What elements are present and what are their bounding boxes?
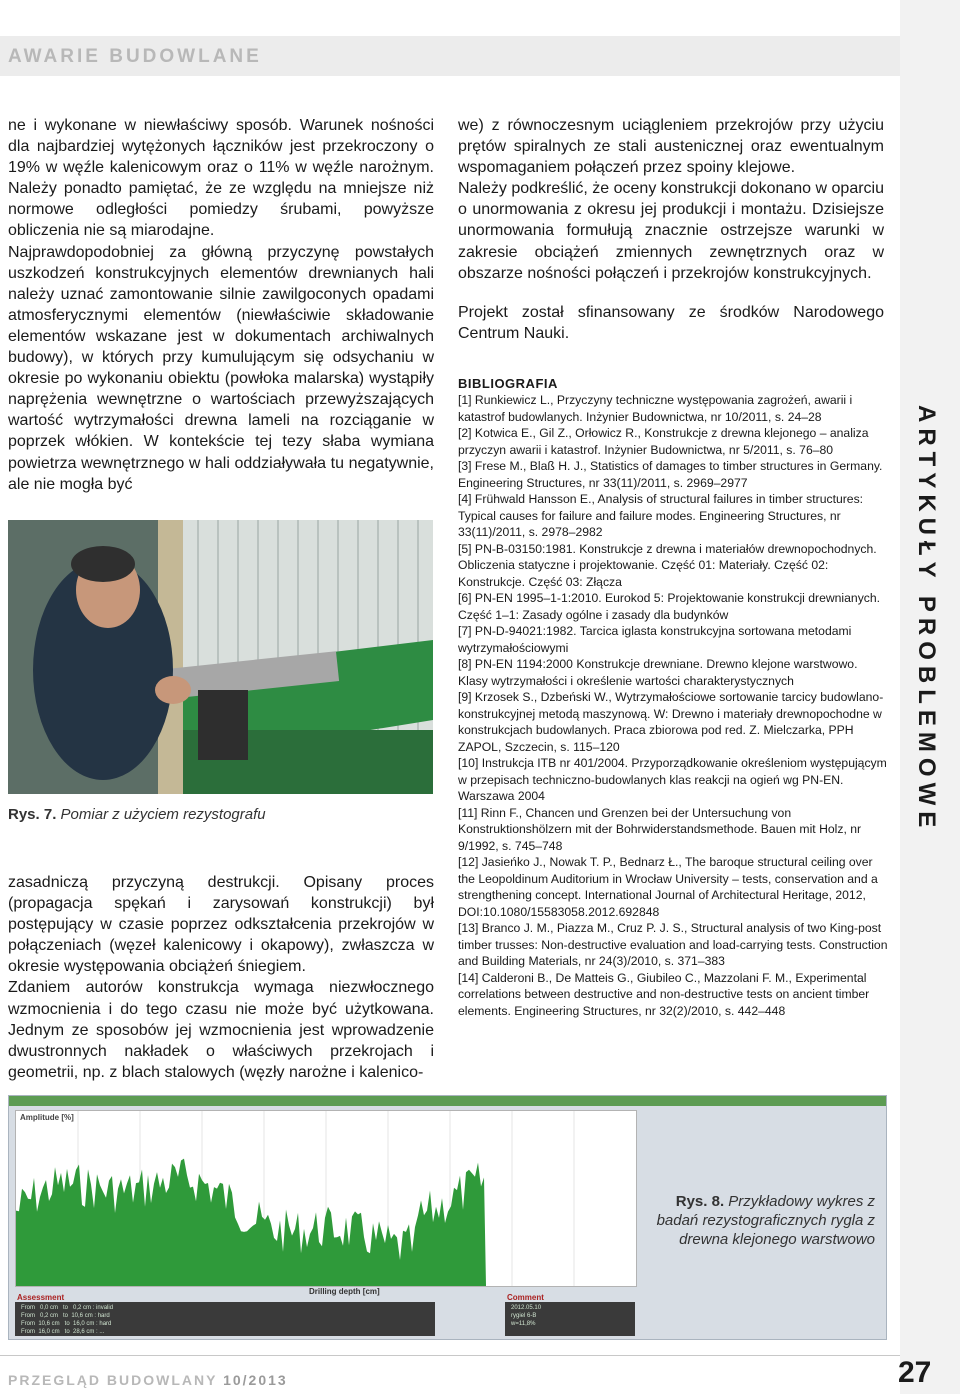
bibliography-entry: [2] Kotwica E., Gil Z., Orłowicz R., Konstrukcje z drewna klejonego – analiza przyczyn awarii i katastrof. Inżynier Budownictwa, nr 5/2011, s. 76–80 — [458, 426, 869, 457]
bibliography-entry: [1] Runkiewicz L., Przyczyny techniczne występowania zagrożeń, awarii i katastrof budowlanych. Inżynier Budownictwa, nr 10/2011, s. 24–28 — [458, 393, 853, 424]
resistograph-trace — [16, 1159, 486, 1286]
bibliography-entry: [13] Branco J. M., Piazza M., Cruz P. J. S., Structural analysis of two King-post timber trusses: Non-destructive evaluation and load-carrying tests. Construction and Building Materials, nr 24(3)/2010, s. 371–383 — [458, 921, 888, 968]
figure-8-caption-text: Przykładowy wykres z badań rezystograficznych rygla z drewna klejonego warstwowo — [656, 1193, 875, 1248]
resistograph-measurement-photo — [8, 520, 433, 794]
section-title: AWARIE BUDOWLANE — [8, 46, 262, 67]
footer-journal-title — [8, 1372, 288, 1388]
left-column — [8, 115, 434, 495]
x-axis-label: Drilling depth [cm] — [309, 1287, 380, 1296]
paragraph: zasadniczą przyczyną destrukcji. Opisany proces (propagacja spękań i zarysowań konstrukcji) był postępujący w czasie poprzez odkształcenia przekrojów w połączeniach (węzeł kalenicowy i okapowy), zwłaszcza w okresie występowania obciążeń śniegiem. — [8, 874, 434, 976]
bibliography-entry: [3] Frese M., Blaß H. J., Statistics of damages to timber structures in Germany. Engineering Structures, nr 33(11)/2011, s. 2969–2977 — [458, 459, 883, 490]
section-header — [0, 36, 900, 76]
figure-7-caption-text: Pomiar z użyciem rezystografu — [60, 806, 266, 823]
comment-panel — [505, 1302, 635, 1336]
figure-7-caption — [8, 806, 433, 823]
figure-7-photo — [8, 520, 433, 794]
right-column — [458, 115, 884, 344]
bibliography-entry: [10] Instrukcja ITB nr 401/2004. Przyporządkowanie określeniom występującym w przepisach techniczno-budowlanych klas reakcji na ogień wg PN-EN. Warszawa 2004 — [458, 756, 887, 803]
assessment-panel — [15, 1302, 435, 1336]
left-column-continuation — [8, 872, 434, 1083]
side-band — [900, 0, 960, 1394]
resistograph-plot — [15, 1110, 637, 1287]
assessment-rows: From 0,0 cm to 0,2 cm : invalid From 0,2 cm to 10,6 cm : hard From 10,6 cm to 16,0 cm : hard From 16,0 cm to 28,6 cm : ... — [21, 1305, 114, 1335]
figure-7-label: Rys. 7. — [8, 806, 57, 823]
bibliography-entry: [8] PN-EN 1194:2000 Konstrukcje drewniane. Drewno klejone warstwowo. Klasy wytrzymałości i określenie wartości charakterystycznych — [458, 657, 858, 688]
bibliography-entry: [6] PN-EN 1995–1-1:2010. Eurokod 5: Projektowanie konstrukcji drewnianych. Część 1–1: Zasady ogólne i zasady dla budynków — [458, 591, 881, 622]
journal-issue: 10/2013 — [223, 1372, 288, 1388]
figure-8-caption — [640, 1192, 875, 1249]
bibliography-entry: [5] PN-B-03150:1981. Konstrukcje z drewna i materiałów drewnopochodnych. Obliczenia statyczne i projektowanie. Część 01: Materiały. Część 02: Konstrukcje. Część 03: Złącza — [458, 541, 877, 589]
assessment-title: Assessment — [17, 1293, 65, 1302]
comment-rows: 2012.05.10 rygiel 6-B w=11,8% — [511, 1305, 542, 1327]
funding-note: Projekt został sfinansowany ze środków Narodowego Centrum Nauki. — [458, 303, 884, 342]
paragraph: we) z równoczesnym uciągleniem przekrojów przy użyciu prętów spiralnych ze stali austenicznej oraz ewentualnym wspomaganiem połączeń przez spoiny klejowe. — [458, 117, 884, 177]
bibliography-entry: [11] Rinn F., Chancen und Grenzen bei der Untersuchung von Konstruktionshölzern mit der Bohrwiderstandsmethode. Bauen mit Holz, nr 9/1992, s. 745–748 — [458, 805, 862, 853]
bibliography-list — [458, 392, 890, 1019]
bibliography-entry: [9] Krzosek S., Dzbeński W., Wytrzymałościowe sortowanie tarcicy budowlano-konstrukcyjnej metodą maszynową. W: Drewno i materiały drewnopochodne w konstrukcjach budowlanych. Praca zbiorowa pod red. Z. Mielczarka, PPH ZAPOL, Szczecin, s. 115–120 — [458, 690, 884, 754]
paragraph: ne i wykonane w niewłaściwy sposób. Warunek nośności dla najbardziej wytężonych łączników jest przekroczony o 19% w węźle kalenicowym oraz o 11% w węźle narożnym. Należy ponadto pamiętać, że ze względu na mniejsze niż normowe odległości pomiedzy śrubami, powyższe obliczenia nie są miarodajne. — [8, 117, 434, 240]
comment-title: Comment — [507, 1293, 544, 1302]
screen-top-strip — [9, 1096, 886, 1106]
bibliography-entry: [14] Calderoni B., De Matteis G., Giubileo C., Mazzolani F. M., Experimental correlations between destructive and non-destructive tests on ancient timber elements. Engineering Structures, nr 32(2)/2010, s. 442–448 — [458, 970, 870, 1018]
paragraph: Zdaniem autorów konstrukcja wymaga niezwłocznego wzmocnienia i do tego czasu nie może być użytkowana. Jednym ze sposobów jej wzmocnienia jest wprowadzenie dwustronnych nakładek o właściwych przekrojach i geometrii, np. z blach stalowych (węzły narożne i kalenico- — [8, 979, 434, 1081]
bibliography-heading: BIBLIOGRAFIA — [458, 376, 558, 391]
figure-8-label: Rys. 8. — [675, 1193, 725, 1210]
bibliography-entry: [7] PN-D-94021:1982. Tarcica iglasta konstrukcyjna sortowana metodami wytrzymałościowymi — [458, 624, 852, 655]
resistograph-profile — [16, 1111, 636, 1286]
footer-divider — [0, 1355, 900, 1356]
bibliography-entry: [4] Frühwald Hansson E., Analysis of structural failures in timber structures: Typical causes for failure and failure modes. Engineering Structures, nr 33(11)/2011, s. 2978–2982 — [458, 492, 864, 539]
bibliography-entry: [12] Jasieńko J., Nowak T. P., Bednarz Ł., The baroque structural ceiling over the Leopoldinum Auditorium in Wrocław University – tests, conservation and a strengthening concept. International Journal of Architectural Heritage, 2012, DOI:10.1080/15583058.2012.692848 — [458, 855, 878, 919]
page-number: 27 — [898, 1356, 932, 1389]
vertical-section-title: ARTYKUŁY PROBLEMOWE — [913, 405, 940, 834]
journal-name: PRZEGLĄD BUDOWLANY — [8, 1372, 218, 1388]
paragraph: Najprawdopodobniej za główną przyczynę powstałych uszkodzeń konstrukcyjnych elementów drewnianych hali należy uznać zamontowanie silnie zawilgoconych opadami atmosferycznymi elementów (niewłaściwie składowanie elementów wskazane jest w dokumentach archiwalnych budowy), w których przy kumulującym się odsychaniu w okresie po wykonaniu obiektu (powłoka malarska) wystąpiły naprężenia wewnętrzne o wartościach przewyższających wartość wytrzymałości drewna lameli na rozciąganie w poprzek włókien. W kontekście tej tezy słaba wymiana powietrza wewnętrznego w hali oddziaływała tu negatywnie, ale nie mogła być — [8, 243, 434, 493]
paragraph: Należy podkreślić, że oceny konstrukcji dokonano w oparciu o unormowania z okresu jej produkcji i montażu. Dzisiejsze unormowania formułują znacznie ostrzejsze warunki w zakresie obciążeń zmiennych zewnętrznych oraz w obszarze nośności połączeń i przekrojów konstrukcyjnych. — [458, 180, 884, 282]
y-axis-label: Amplitude [%] — [20, 1113, 74, 1122]
